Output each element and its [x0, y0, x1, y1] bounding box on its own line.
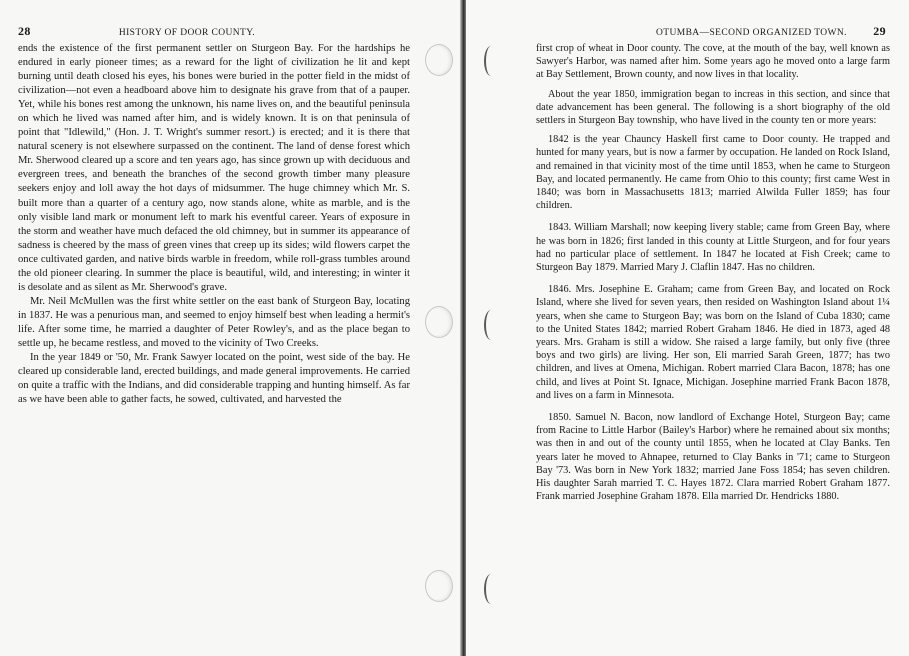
left-running-title: HISTORY OF DOOR COUNTY. [118, 28, 256, 38]
right-paragraph-1: first crop of wheat in Door county. The cove, at the mouth of the bay, well known as Sawyer's Harbor, was named after him. Some years ago he moved onto a large farm at Bay Settlement, Brown county, and now lives in that locality. [536, 43, 890, 81]
right-paragraph-2: About the year 1850, immigration began to increas in this section, and since that date advancement has been general. The following is a short biography of the old settlers in Sturgeon Bay township, who have lived in the county ten or more years: [536, 88, 890, 127]
binder-hole-shadow-top [484, 46, 498, 76]
left-running-head [18, 24, 410, 40]
left-paragraph-2: Mr. Neil McMullen was the first white settler on the east bank of Sturgeon Bay, locating in 1837. He was a penurious man, and seemed to enjoy himself best when leading a hermit's life. After some time, he married a daughter of Peter Rowley's, and as the place began to settle up, he became restless, and moved to the vicinity of Two Creeks. [18, 295, 410, 349]
right-paragraph-4: 1843. William Marshall; now keeping livery stable; came from Green Bay, where he was born in 1826; first landed in this county at Little Sturgeon, and for four years had no particular place of settlement. In 1847 he located at Fish Creek; came to Sturgeon Bay 1879. Married Mary J. Claflin 1847. Has no children. [536, 222, 890, 274]
binder-hole-middle [425, 306, 453, 338]
right-page [466, 0, 909, 656]
left-body-text [18, 42, 410, 407]
right-running-title: OTUMBA—SECOND ORGANIZED TOWN. [656, 28, 847, 38]
left-paragraph-3: In the year 1849 or '50, Mr. Frank Sawyer located on the point, west side of the bay. He cleared up considerable land, erected buildings, and made general improvements. He carried on quite a traffic with the Indians, and did considerable trapping and hunting himself. As far as we have been able to gather facts, he sowed, cultivated, and harvested the [18, 352, 410, 406]
binder-hole-bottom [425, 570, 453, 602]
binder-hole-shadow-middle [484, 310, 498, 340]
binder-hole-top [425, 44, 453, 76]
right-running-head [540, 24, 886, 40]
left-paragraph-1: ends the existence of the first permanent settler on Sturgeon Bay. For the hardships he endured in early pioneer times; as a reward for the light of civilization he lit and kept burning until death closed his eyes, his bones were buried in the potter field in the midst of civilization—not even a headboard above him to designate his grave from that of a pauper. Yet, while his bones rest among the unknown, his name lives on, and the beautiful peninsula on which he lived was named after him, and is widely known. It is on that peninsula of point that "Idlewild," (Hon. J. T. Wright's summer resort.) is erected; and it is there that natural scenery is not elsewhere surpassed on the continent. The land of dense forest which Mr. Sherwood cleared up a score and ten years ago, has since grown up with deciduous and evergreen trees, and beneath the branches of the second growth timber many pleasure seekers enjoy and loll away the hot days of midsummer. The huge chimney which Mr. S. built more than a quarter of a century ago, now stands alone, white as marble, and is the only visible land mark or monument left to mark his eventful career. Years of exposure in the storm and weather have much defaced the old chimney, but in summer its appearance of sadness is cheered by the mass of green vines that creep up its sides; wild flowers carpet the once cultivated garden, and native birds warble in freedom, while roll-grass tumbles around the old pioneer clearing. In summer the place is beautiful, wild, and interesting; in winter it is desolate and as silent as Mr. Sherwood's grave. [18, 43, 410, 293]
binder-hole-shadow-bottom [484, 574, 498, 604]
right-page-number: 29 [873, 24, 886, 38]
left-page-number: 28 [18, 24, 31, 38]
right-paragraph-6: 1850. Samuel N. Bacon, now landlord of Exchange Hotel, Sturgeon Bay; came from Racine to Little Harbor (Bailey's Harbor) where he remained about six months; was then in and out of the county until 1855, when he located at Clay Banks. Ten years later he moved to Ahnapee, returned to Clay Banks in '71; came to Sturgeon Bay '73. Was born in New York 1832; married Jane Foss 1854; has seven children. His daughter Sarah married T. C. Hayes 1872. Clara married Robert Graham 1877. Frank married Josephine Graham 1878. Ella married Dr. Hendricks 1880. [536, 412, 890, 503]
right-paragraph-5: 1846. Mrs. Josephine E. Graham; came from Green Bay, and located on Rock Island, where she lived for seven years, then resided on Washington Island about 1¼ years, when she came to Sturgeon Bay; was born on the Island of Cuba 1830; came to the United States 1842; married Robert Graham 1846. He died in 1873, aged 48 years. Mrs. Graham is still a widow. She raised a large family, but only five (three boys and two girls) are living. Her son, Eli married Sarah Green, 1877; has two children, and lives at Omena, Michigan. Robert married Clara Bacon, 1878; has one child, and lives at Point St. Ignace, Michigan. Josephine married Frank Bacon 1878, and lives on a farm in Minnesota. [536, 284, 890, 401]
right-paragraph-3: 1842 is the year Chauncy Haskell first came to Door county. He trapped and hunted for many years, but is now a farmer by occupation. He landed on Rock Island, and remained in that vicinity most of the time until 1853, when he came to Sturgeon Bay, and located permanently. He came from Ohio to this county; first came West in 1840; was born in Massachusetts 1813; married Alwilda Fuller 1859; has four children. [536, 134, 890, 212]
right-body-text [536, 42, 890, 504]
